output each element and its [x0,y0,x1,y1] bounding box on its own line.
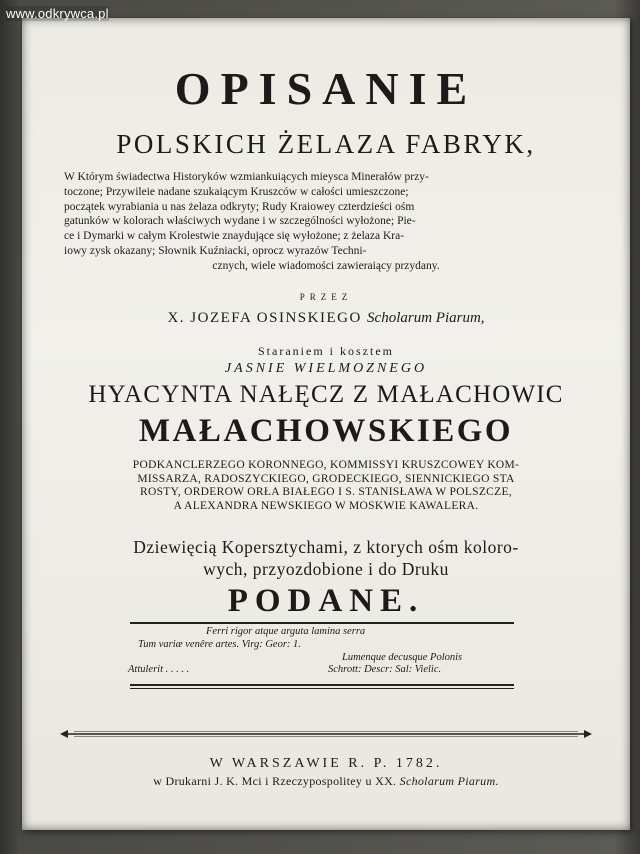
motto-top-rule [130,622,514,624]
patron-surname: MAŁACHOWSKIEGO [138,413,514,449]
imprint-place: W WARSZAWIE R. P. 1782. [209,756,443,771]
motto-line: Lumenque decusque Polonis [342,651,463,663]
main-title: OPISANIE [174,63,478,114]
description-line: toczone; Przywileie nadane szukaiącym Kruszców w całości umieszczone; [64,185,409,198]
staraniem-line: Staraniem i kosztem [258,344,394,358]
offices-line: MISSARZA, RADOSZYCKIEGO, GRODECKIEGO, SIENNICKIEGO STA [137,472,515,485]
author-name: X. JOZEFA OSINSKIEGO [167,310,362,326]
honorific-line: JASNIE WIELMOZNEGO [224,361,428,376]
description-paragraph [64,170,588,274]
description-line: cznych, wiele wiadomości zawieraiący przydany. [212,259,440,272]
ornamental-rule [60,728,592,740]
watermark: www.odkrywca.pl [6,6,109,21]
author-line [22,310,630,327]
printer-order: Scholarum Piarum. [399,774,499,788]
offices-line: PODKANCLERZEGO KORONNEGO, KOMMISSYI KRUSZCOWEY KOM- [132,459,520,471]
przez-label: PRZEZ [299,292,353,302]
description-line: gatunków w kolorach właściwych wydane i w szczególności wyłożone; Pie- [64,215,416,228]
patron-offices [22,459,630,513]
motto-line: Ferri rigor atque arguta lamina serra [206,626,366,637]
description-line: ce i Dymarki w całym Krolestwie znaydujące się wyłożone; z żelaza Kra- [64,230,405,243]
title-page [22,18,630,830]
copperplates-text: Dziewięcią Kopersztychami, z ktorych ośm koloro- [133,537,519,557]
latin-motto [128,626,508,677]
description-line: iowy zysk okazany; Słownik Kuźniacki, oprocz wyrazów Techni- [64,244,367,257]
motto-source: Schrott: Descr: Sal: Vielic. [328,664,442,676]
author-order: Scholarum Piarum, [367,310,485,326]
imprint-printer [22,774,630,789]
offices-line: A ALEXANDRA NEWSKIEGO W MOSKWIE KAWALERA. [173,499,479,512]
motto-bottom-rule-thin [130,688,514,689]
copperplates-line [22,536,630,580]
copperplates-text: wych, przyozdobione i do Druku [203,559,449,579]
printer-text: w Drukarni J. K. Mci i Rzeczypospolitey u XX. [153,774,397,788]
motto-attulerit: Attulerit . . . . . [128,664,190,676]
offices-line: ROSTY, ORDEROW ORŁA BIAŁEGO I S. STANISŁAWA W POLSZCZE, [140,486,512,498]
podane-word: PODANE. [227,583,425,619]
description-line: W Którym świadectwa Historyków wzmiankuiących mieysca Minerałów przy- [64,171,429,183]
patron-name: HYACYNTA NAŁĘCZ Z MAŁACHOWIC [88,381,564,408]
motto-line: Tum variæ venêre artes. Virg: Geor: 1. [138,638,301,650]
description-line: początek wyrabiania u nas żelaza odkryty; Rudy Kraiowey czterdzieści ośm [64,200,415,213]
motto-line [128,664,508,677]
motto-bottom-rule [130,684,514,686]
subtitle: POLSKICH ŻELAZA FABRYK, [116,129,536,159]
